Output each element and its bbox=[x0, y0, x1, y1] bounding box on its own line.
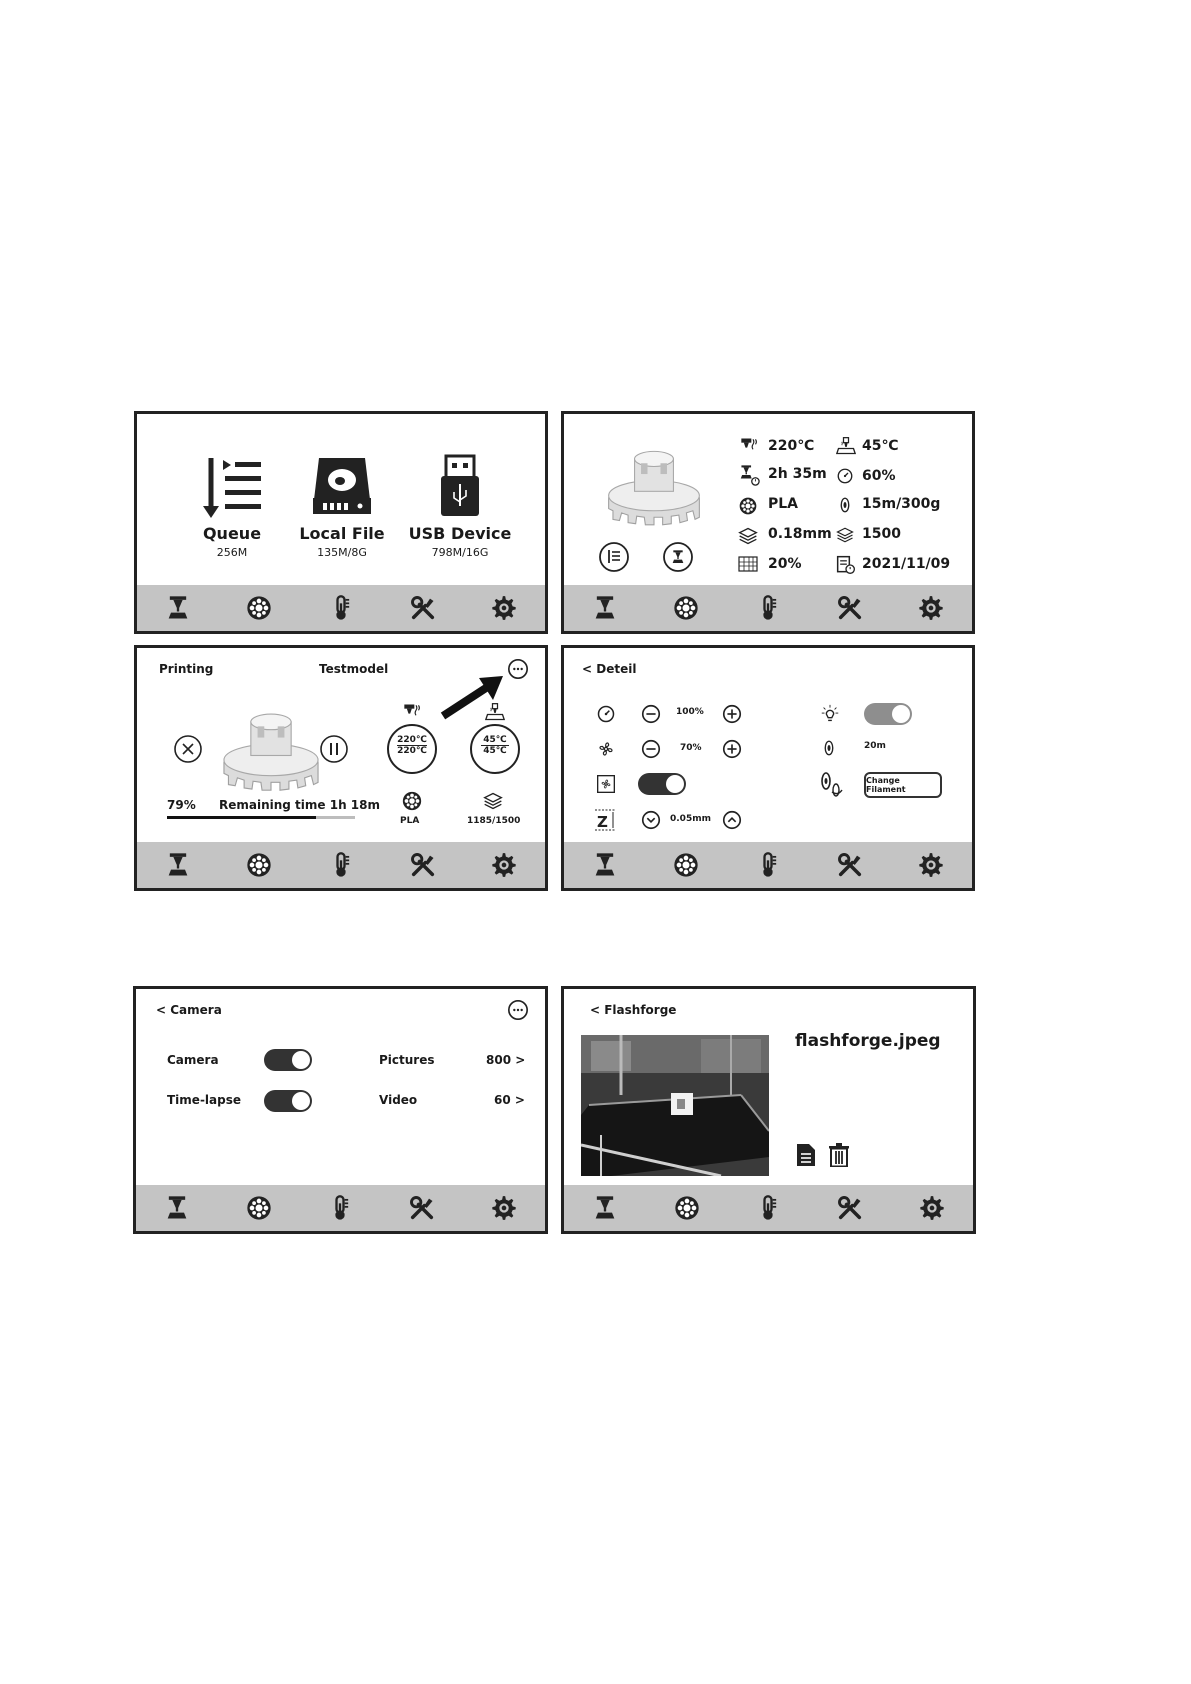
aux-fan-icon bbox=[596, 774, 616, 794]
aux-fan-toggle[interactable] bbox=[638, 773, 686, 795]
info-grid bbox=[738, 436, 968, 586]
filament-icon bbox=[738, 496, 758, 516]
bed-temp: 45℃ bbox=[862, 438, 899, 454]
filament-nav-icon[interactable] bbox=[670, 1191, 704, 1225]
progress-percent: 79% bbox=[167, 798, 196, 812]
nozzle-icon bbox=[401, 702, 421, 722]
settings-nav-icon[interactable] bbox=[914, 848, 948, 882]
filament-nav-icon[interactable] bbox=[669, 848, 703, 882]
speed-increase-button[interactable] bbox=[721, 703, 743, 725]
pictures-link[interactable]: 800 > bbox=[486, 1053, 526, 1067]
bed-icon bbox=[836, 436, 856, 456]
settings-nav-icon[interactable] bbox=[487, 591, 521, 625]
filament-usage: 15m/300g bbox=[862, 496, 941, 512]
local-file-label: Local File bbox=[299, 524, 385, 543]
nozzle-temp: 220℃ bbox=[768, 438, 815, 454]
temperature-nav-icon[interactable] bbox=[324, 848, 358, 882]
tools-nav-icon[interactable] bbox=[405, 1191, 439, 1225]
fan-icon bbox=[596, 739, 616, 759]
print-date: 2021/11/09 bbox=[862, 556, 951, 572]
bottom-nav bbox=[137, 585, 545, 631]
fan-increase-button[interactable] bbox=[721, 738, 743, 760]
print-time-icon bbox=[738, 464, 760, 486]
start-print-button[interactable] bbox=[662, 541, 694, 573]
back-button[interactable]: < Deteil bbox=[582, 662, 637, 676]
trash-icon bbox=[828, 1143, 850, 1167]
file-name: flashforge.jpeg bbox=[795, 1031, 941, 1051]
nozzle-temp-target: 220℃ bbox=[397, 746, 427, 756]
queue-size: 256M bbox=[216, 546, 248, 559]
temperature-nav-icon[interactable] bbox=[751, 591, 785, 625]
file-source-panel bbox=[134, 411, 548, 634]
temperature-nav-icon[interactable] bbox=[751, 848, 785, 882]
filament-nav-icon[interactable] bbox=[669, 591, 703, 625]
bottom-nav bbox=[136, 1185, 545, 1231]
nozzle-icon bbox=[738, 436, 758, 456]
add-to-queue-button[interactable] bbox=[598, 541, 630, 573]
print-status: Printing bbox=[159, 662, 214, 676]
layer-height: 0.18mm bbox=[768, 526, 832, 542]
speed-decrease-button[interactable] bbox=[640, 703, 662, 725]
camera-photo[interactable] bbox=[581, 1035, 769, 1176]
filament-nav-icon[interactable] bbox=[242, 848, 276, 882]
video-label: Video bbox=[379, 1093, 418, 1107]
filament-spool-icon bbox=[836, 496, 854, 514]
file-info-button[interactable] bbox=[795, 1143, 817, 1167]
printing-panel bbox=[134, 645, 548, 891]
more-button[interactable] bbox=[507, 999, 529, 1021]
timelapse-label: Time-lapse bbox=[167, 1093, 242, 1107]
print-nav-icon[interactable] bbox=[161, 591, 195, 625]
camera-toggle[interactable] bbox=[264, 1049, 312, 1071]
model-preview-image bbox=[215, 706, 327, 796]
layers-icon bbox=[836, 526, 854, 544]
speed-icon bbox=[836, 467, 854, 485]
temperature-nav-icon[interactable] bbox=[324, 591, 358, 625]
infill: 20% bbox=[768, 556, 802, 572]
print-nav-icon[interactable] bbox=[588, 591, 622, 625]
model-name: Testmodel bbox=[319, 662, 389, 676]
layer-progress: 1185/1500 bbox=[467, 816, 521, 826]
progress-bar-fill bbox=[167, 816, 316, 819]
material: PLA bbox=[400, 816, 420, 826]
material: PLA bbox=[768, 496, 799, 512]
print-nav-icon[interactable] bbox=[160, 1191, 194, 1225]
print-nav-icon[interactable] bbox=[588, 1191, 622, 1225]
bottom-nav bbox=[564, 1185, 973, 1231]
bed-temp-actual: 45℃ bbox=[481, 735, 509, 746]
usb-device-label: USB Device bbox=[408, 524, 512, 543]
infill-icon bbox=[738, 556, 758, 572]
nozzle-temp-gauge[interactable] bbox=[387, 724, 437, 774]
print-time: 2h 35m bbox=[768, 466, 827, 482]
progress-bar bbox=[167, 816, 355, 819]
local-file-size: 135M/8G bbox=[317, 546, 367, 559]
settings-nav-icon[interactable] bbox=[487, 1191, 521, 1225]
z-offset-down-button[interactable] bbox=[640, 809, 662, 831]
bottom-nav bbox=[564, 585, 972, 631]
queue-label: Queue bbox=[202, 524, 262, 543]
layer-count: 1500 bbox=[862, 526, 901, 542]
speed-icon bbox=[596, 704, 616, 724]
remaining-time: Remaining time 1h 18m bbox=[219, 798, 381, 812]
change-filament-icon bbox=[816, 770, 844, 800]
queue-button[interactable] bbox=[187, 454, 277, 569]
print-nav-icon[interactable] bbox=[161, 848, 195, 882]
temperature-nav-icon[interactable] bbox=[323, 1191, 357, 1225]
speed-value: 60% bbox=[862, 468, 896, 484]
pause-print-button[interactable] bbox=[319, 734, 349, 764]
hard-drive-icon bbox=[311, 454, 373, 518]
tools-nav-icon[interactable] bbox=[833, 1191, 867, 1225]
timelapse-toggle[interactable] bbox=[264, 1090, 312, 1112]
filament-spool-icon bbox=[820, 738, 838, 758]
file-info-panel bbox=[561, 411, 975, 634]
gallery-panel bbox=[561, 986, 976, 1234]
filament-nav-icon[interactable] bbox=[242, 591, 276, 625]
model-preview-image bbox=[600, 442, 708, 532]
light-icon bbox=[819, 703, 841, 725]
camera-label: Camera bbox=[167, 1053, 219, 1067]
cancel-print-button[interactable] bbox=[173, 734, 203, 764]
filament-icon bbox=[401, 790, 423, 812]
settings-nav-icon[interactable] bbox=[915, 1191, 949, 1225]
bed-icon bbox=[485, 702, 505, 722]
detail-panel bbox=[561, 645, 975, 891]
usb-device-button[interactable] bbox=[405, 454, 515, 569]
settings-nav-icon[interactable] bbox=[914, 591, 948, 625]
print-nav-icon[interactable] bbox=[588, 848, 622, 882]
back-button[interactable]: < Flashforge bbox=[590, 1003, 677, 1017]
layer-height-icon bbox=[738, 526, 758, 546]
fan-decrease-button[interactable] bbox=[640, 738, 662, 760]
bottom-nav bbox=[137, 842, 545, 888]
tools-nav-icon[interactable] bbox=[406, 848, 440, 882]
z-offset-value: 0.05mm bbox=[670, 814, 711, 824]
svg-text:Z: Z bbox=[597, 813, 608, 831]
filament-nav-icon[interactable] bbox=[242, 1191, 276, 1225]
layers-icon bbox=[483, 791, 503, 811]
temperature-nav-icon[interactable] bbox=[751, 1191, 785, 1225]
nozzle-temp-actual: 220℃ bbox=[397, 735, 427, 745]
local-file-button[interactable] bbox=[297, 454, 387, 569]
usb-device-size: 798M/16G bbox=[431, 546, 489, 559]
settings-nav-icon[interactable] bbox=[487, 848, 521, 882]
queue-icon bbox=[201, 454, 263, 518]
tools-nav-icon[interactable] bbox=[833, 848, 867, 882]
tools-nav-icon[interactable] bbox=[833, 591, 867, 625]
bed-temp-target: 45℃ bbox=[483, 746, 507, 756]
camera-panel bbox=[133, 986, 548, 1234]
video-link[interactable]: 60 > bbox=[494, 1093, 525, 1107]
tools-nav-icon[interactable] bbox=[406, 591, 440, 625]
date-icon bbox=[836, 555, 856, 575]
back-button[interactable]: < Camera bbox=[156, 1003, 222, 1017]
delete-button[interactable] bbox=[828, 1143, 850, 1167]
usb-drive-icon bbox=[429, 454, 491, 518]
speed-value: 100% bbox=[676, 707, 704, 717]
light-toggle[interactable] bbox=[864, 703, 912, 725]
filament-runtime: 20m bbox=[864, 741, 886, 751]
bed-temp-gauge[interactable] bbox=[470, 724, 520, 774]
change-filament-button[interactable]: Change Filament bbox=[864, 772, 942, 798]
document-icon bbox=[795, 1143, 817, 1167]
z-offset-icon bbox=[594, 808, 618, 832]
pictures-label: Pictures bbox=[379, 1053, 435, 1067]
fan-value: 70% bbox=[680, 743, 702, 753]
z-offset-up-button[interactable] bbox=[721, 809, 743, 831]
bottom-nav bbox=[564, 842, 972, 888]
